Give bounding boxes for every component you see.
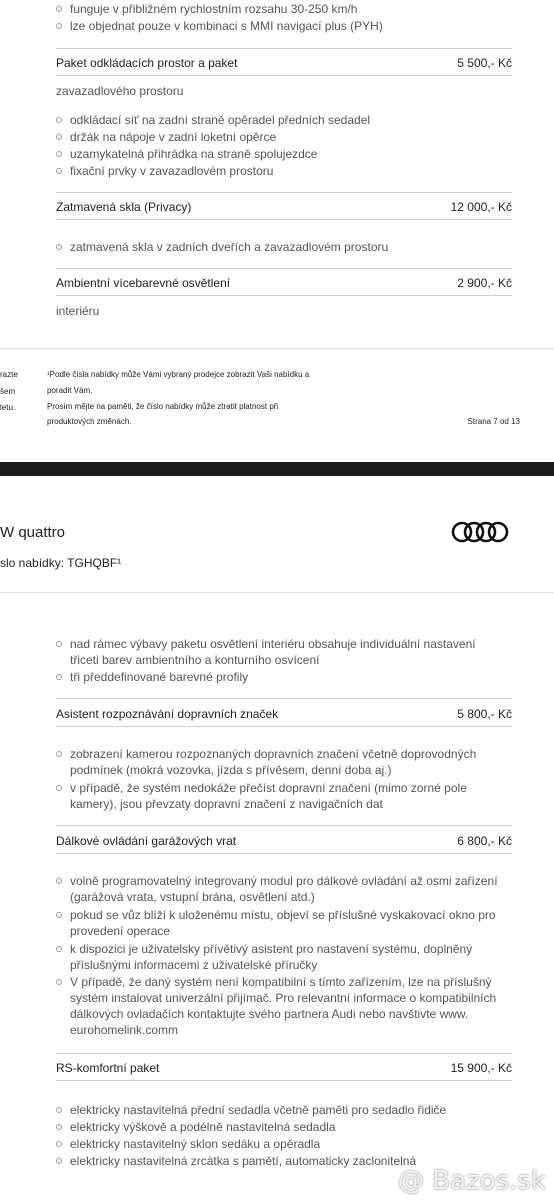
bullet-icon	[56, 151, 62, 157]
bullet-icon	[56, 168, 62, 174]
option-title-continuation: zavazadlového prostoru	[56, 84, 184, 98]
bullet-text: kamery), jsou převzaty dopravní značení z navigačních dat	[70, 797, 383, 811]
footer-left-text: šem	[0, 387, 16, 396]
bullet-text: lze objednat pouze v kombinaci s MMI navigací plus (PYH)	[70, 19, 383, 33]
bullet-text: třiceti barev ambientního a konturního osvícení	[70, 653, 320, 667]
option-title: Paket odkládacích prostor a paket	[56, 56, 238, 70]
bullet-text: V případě, že daný systém není kompatibilní s tímto zařízením, lze na příslušný	[70, 975, 492, 989]
option-price: 2 900,- Kč	[457, 276, 512, 290]
vehicle-model-title: W quattro	[0, 524, 66, 541]
document-page-7	[0, 0, 554, 462]
bullet-icon	[56, 23, 62, 29]
offer-number: slo nabídky: TGHQBF¹	[0, 556, 122, 570]
bullet-text: podmínek (mokrá vozovka, jízda s přívěsem, denní doba aj.)	[70, 763, 392, 777]
bullet-text: volně programovatelný integrovaný modul pro dálkové ovládání až osmi zařízení	[70, 874, 498, 888]
option-title: Ambientní vícebarevné osvětlení	[56, 276, 231, 290]
bullet-text: elektricky nastavitelný sklon sedáku a opěradla	[70, 1137, 321, 1151]
row-divider	[56, 825, 512, 826]
bullet-text: fixační prvky v zavazadlovém prostoru	[70, 164, 274, 178]
bullet-text: elektricky nastavitelná přední sedadla včetně paměti pro sedadlo řidiče	[70, 1103, 447, 1117]
bullet-text: funguje v přibližném rychlostním rozsahu 30-250 km/h	[70, 2, 358, 16]
option-title: Dálkové ovládání garážových vrat	[56, 834, 237, 848]
bullet-text: eurohomelink.comm	[70, 1023, 179, 1037]
footer-note-line: ¹Podle čísla nabídky může Vámi vybraný prodejce zobrazit Vaši nabídku a	[47, 370, 310, 379]
bullet-icon	[56, 785, 62, 791]
audi-rings-logo-icon	[451, 520, 509, 544]
option-price: 5 800,- Kč	[457, 707, 512, 721]
row-divider	[56, 726, 512, 727]
bullet-text: odkládací síť na zadní straně opěradel předních sedadel	[70, 113, 371, 127]
row-divider	[56, 853, 512, 854]
option-title: Zatmavená skla (Privacy)	[56, 200, 192, 214]
bullet-icon	[56, 1141, 62, 1147]
option-title: Asistent rozpoznávání dopravních značek	[56, 707, 279, 721]
bullet-icon	[56, 641, 62, 647]
bullet-text: příslušnými informacemi z uživatelské příručky	[70, 958, 318, 972]
footer-note-line: Prosím mějte na paměti, že číslo nabídky může ztratit platnost při	[47, 402, 279, 411]
bullet-icon	[56, 1124, 62, 1130]
bullet-text: tři předdefinované barevné profily	[70, 670, 249, 684]
option-title-continuation: interiéru	[56, 304, 100, 318]
footer-left-text: letu.	[0, 403, 16, 412]
bullet-text: zatmavená skla v zadních dveřích a zavazadlovém prostoru	[70, 240, 389, 254]
bullet-text: zobrazení kamerou rozpoznaných dopravních značení včetně doprovodných	[70, 747, 477, 761]
bullet-icon	[56, 979, 62, 985]
bullet-text: držák na nápoje v zadní loketní opěrce	[70, 130, 277, 144]
row-divider	[56, 219, 512, 220]
bullet-icon	[56, 946, 62, 952]
bullet-text: v případě, že systém nedokáže přečíst dopravní značení (mimo zorné pole	[70, 781, 467, 795]
bullet-text: nad rámec výbavy paketu osvětlení interiéru obsahuje individuální nastavení	[70, 637, 476, 651]
bullet-icon	[56, 912, 62, 918]
bullet-text: pokud se vůz blíží k uloženému místu, objeví se příslušné vyskakovací okno pro	[70, 908, 496, 922]
option-price: 12 000,- Kč	[450, 200, 512, 214]
bullet-text: dálkových ovladačích kontaktujte svého partnera Audi nebo navštivte www.	[70, 1007, 469, 1021]
bullet-icon	[56, 134, 62, 140]
bullet-icon	[56, 244, 62, 250]
row-divider	[56, 75, 512, 76]
row-divider	[56, 698, 512, 699]
document-page-8	[0, 476, 554, 1200]
row-divider	[56, 1053, 512, 1054]
bullet-text: elektricky výškově a podélně nastavitelná sedadla	[70, 1120, 336, 1134]
page-separator	[0, 462, 554, 476]
bullet-icon	[56, 878, 62, 884]
option-title: RS-komfortní paket	[56, 1061, 160, 1075]
bullet-icon	[56, 6, 62, 12]
footer-left-text: razte	[0, 370, 18, 379]
bullet-icon	[56, 674, 62, 680]
bullet-icon	[56, 751, 62, 757]
row-divider	[56, 268, 512, 269]
option-price: 15 900,- Kč	[450, 1061, 512, 1075]
option-price: 5 500,- Kč	[457, 56, 512, 70]
watermark-text: @ Bazos.sk	[397, 1166, 546, 1196]
row-divider	[56, 295, 512, 296]
bullet-text: (garážová vrata, vstupní brána, osvětlení atd.)	[70, 890, 315, 904]
option-price: 6 800,- Kč	[457, 834, 512, 848]
bullet-text: elektricky nastavitelná zrcátka s pamětí, automaticky zaclonitelná	[70, 1154, 417, 1168]
row-divider	[56, 1080, 512, 1081]
row-divider	[56, 48, 512, 49]
footer-note-line: produktových změnách.	[47, 417, 132, 426]
footer-divider	[0, 348, 554, 349]
footer-note-line: poradit Vám.	[47, 386, 93, 395]
bullet-icon	[56, 117, 62, 123]
bullet-text: uzamykatelná přihrádka na straně spolujezdce	[70, 147, 318, 161]
bullet-text: k dispozici je uživatelsky přívětivý asistent pro nastavení systému, doplněný	[70, 942, 473, 956]
page-number: Strana 7 od 13	[467, 417, 520, 426]
bullet-icon	[56, 1107, 62, 1113]
row-divider	[56, 192, 512, 193]
bullet-text: provedení operace	[70, 924, 171, 938]
bullet-icon	[56, 1158, 62, 1164]
bullet-text: systém instalovat univerzální přijímač. Pro relevantní informace o kompatibilních	[70, 991, 497, 1005]
header-divider	[0, 592, 554, 593]
